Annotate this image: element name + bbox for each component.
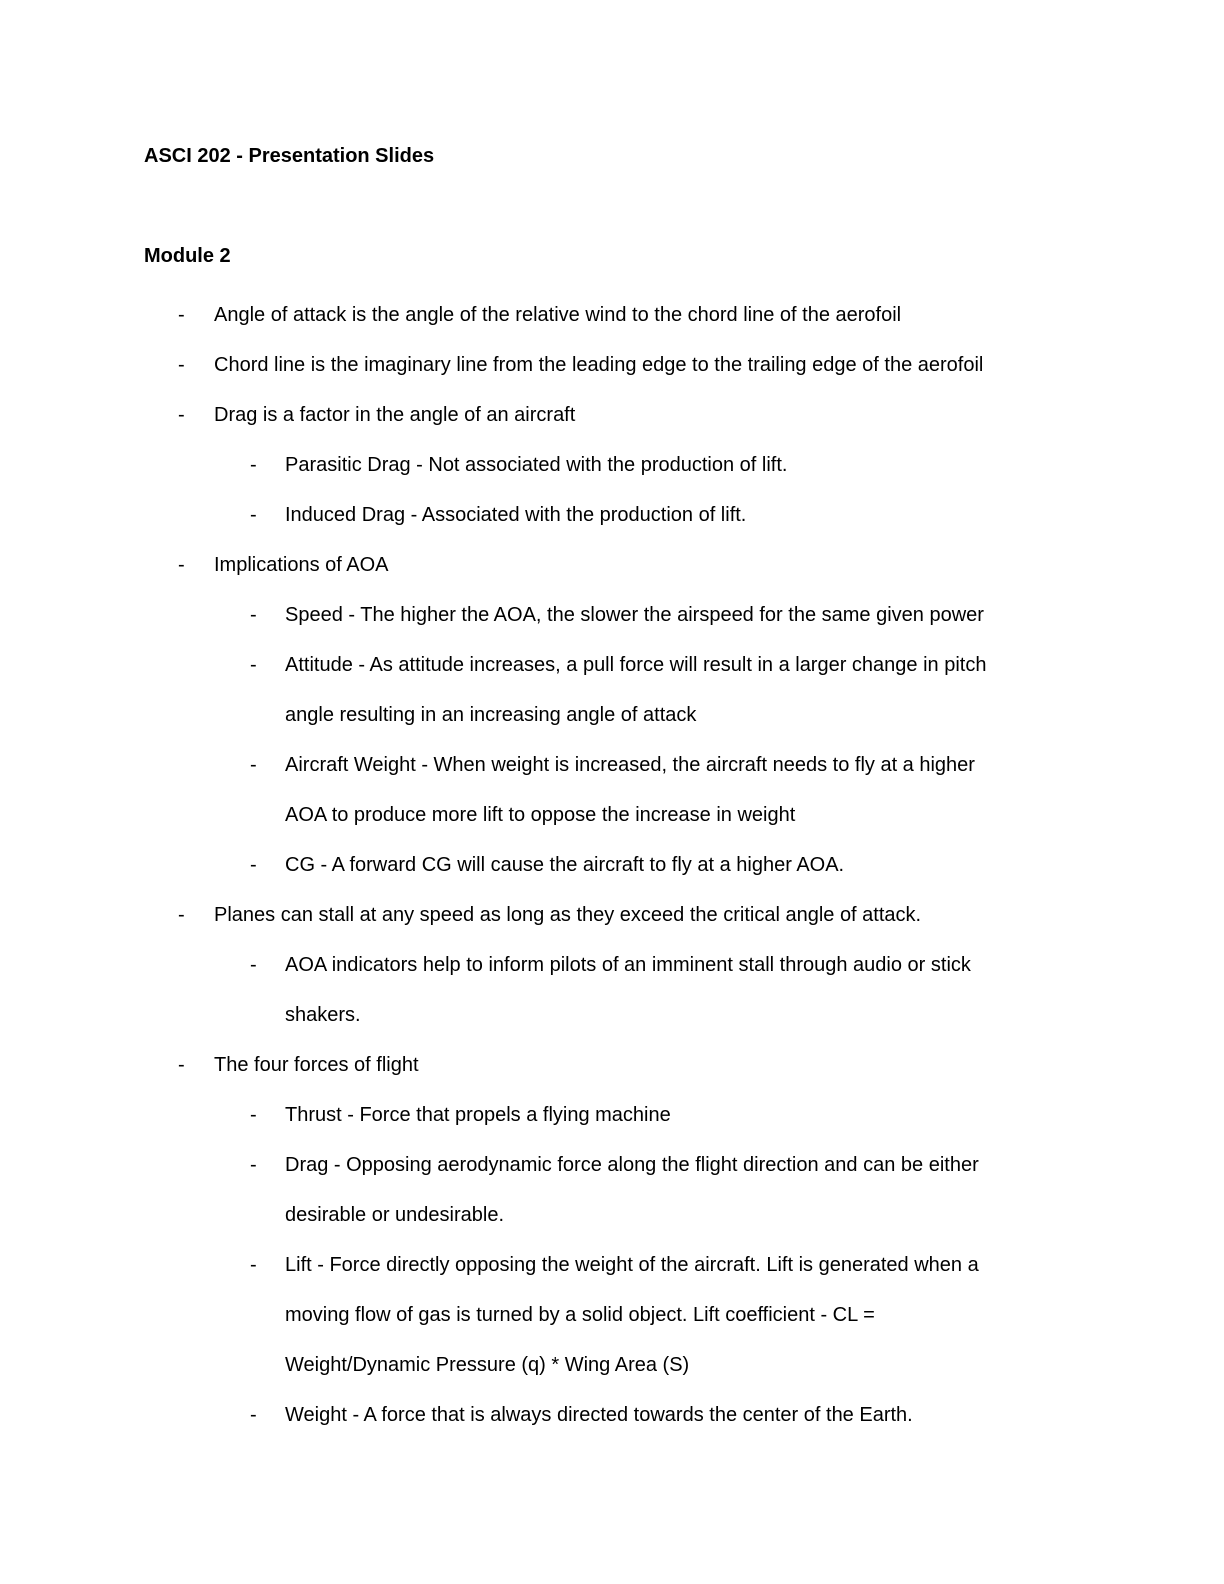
bullet-dash: - xyxy=(178,304,185,326)
list-item xyxy=(0,640,1224,740)
list-item xyxy=(0,1390,1224,1440)
list-item xyxy=(0,1140,1224,1240)
list-item-text: Angle of attack is the angle of the relative wind to the chord line of the aerofoil xyxy=(214,304,902,326)
bullet-list xyxy=(0,290,1224,1440)
list-item-text: Attitude - As attitude increases, a pull force will result in a larger change in pitch xyxy=(285,654,987,676)
list-item xyxy=(0,1240,1224,1390)
list-item-text: Aircraft Weight - When weight is increased, the aircraft needs to fly at a higher xyxy=(285,754,975,776)
list-item-text: Lift - Force directly opposing the weight of the aircraft. Lift is generated when a xyxy=(285,1254,979,1276)
bullet-dash: - xyxy=(178,404,185,426)
bullet-dash: - xyxy=(178,554,185,576)
list-item-text: Chord line is the imaginary line from the leading edge to the trailing edge of the aerofoil xyxy=(214,354,984,376)
bullet-dash: - xyxy=(250,1404,257,1426)
list-item-text: Drag - Opposing aerodynamic force along the flight direction and can be either xyxy=(285,1154,979,1176)
bullet-dash: - xyxy=(178,354,185,376)
list-item-text: Weight - A force that is always directed towards the center of the Earth. xyxy=(285,1404,913,1426)
list-item-text: moving flow of gas is turned by a solid object. Lift coefficient - CL = xyxy=(285,1304,875,1326)
list-item-text: shakers. xyxy=(285,1004,361,1026)
list-item xyxy=(0,840,1224,890)
list-item xyxy=(0,540,1224,590)
bullet-dash: - xyxy=(250,604,257,626)
list-item-text: Speed - The higher the AOA, the slower the airspeed for the same given power xyxy=(285,604,984,626)
document-title: ASCI 202 - Presentation Slides xyxy=(144,145,435,167)
list-item xyxy=(0,290,1224,340)
bullet-dash: - xyxy=(250,1104,257,1126)
bullet-dash: - xyxy=(250,504,257,526)
list-item-text: CG - A forward CG will cause the aircraft to fly at a higher AOA. xyxy=(285,854,845,876)
bullet-dash: - xyxy=(178,904,185,926)
bullet-dash: - xyxy=(250,954,257,976)
list-item-text: angle resulting in an increasing angle of attack xyxy=(285,704,697,726)
list-item-text: Implications of AOA xyxy=(214,554,389,576)
list-item xyxy=(0,340,1224,390)
list-item xyxy=(0,590,1224,640)
bullet-dash: - xyxy=(178,1054,185,1076)
list-item-text: Thrust - Force that propels a flying machine xyxy=(285,1104,671,1126)
bullet-dash: - xyxy=(250,454,257,476)
section-heading: Module 2 xyxy=(144,245,231,267)
list-item-text: Parasitic Drag - Not associated with the production of lift. xyxy=(285,454,788,476)
list-item xyxy=(0,1090,1224,1140)
list-item-text: desirable or undesirable. xyxy=(285,1204,505,1226)
list-item xyxy=(0,740,1224,840)
list-item-text: AOA to produce more lift to oppose the increase in weight xyxy=(285,804,796,826)
bullet-dash: - xyxy=(250,854,257,876)
list-item xyxy=(0,890,1224,940)
list-item xyxy=(0,1040,1224,1090)
list-item xyxy=(0,390,1224,440)
list-item-text: Planes can stall at any speed as long as they exceed the critical angle of attack. xyxy=(214,904,922,926)
list-item-text: AOA indicators help to inform pilots of an imminent stall through audio or stick xyxy=(285,954,971,976)
list-item xyxy=(0,490,1224,540)
bullet-dash: - xyxy=(250,1254,257,1276)
list-item-text: Drag is a factor in the angle of an aircraft xyxy=(214,404,576,426)
list-item-text: The four forces of flight xyxy=(214,1054,419,1076)
bullet-dash: - xyxy=(250,654,257,676)
list-item xyxy=(0,940,1224,1040)
bullet-dash: - xyxy=(250,754,257,776)
list-item-text: Induced Drag - Associated with the production of lift. xyxy=(285,504,747,526)
list-item xyxy=(0,440,1224,490)
bullet-dash: - xyxy=(250,1154,257,1176)
list-item-text: Weight/Dynamic Pressure (q) * Wing Area (S) xyxy=(285,1354,690,1376)
